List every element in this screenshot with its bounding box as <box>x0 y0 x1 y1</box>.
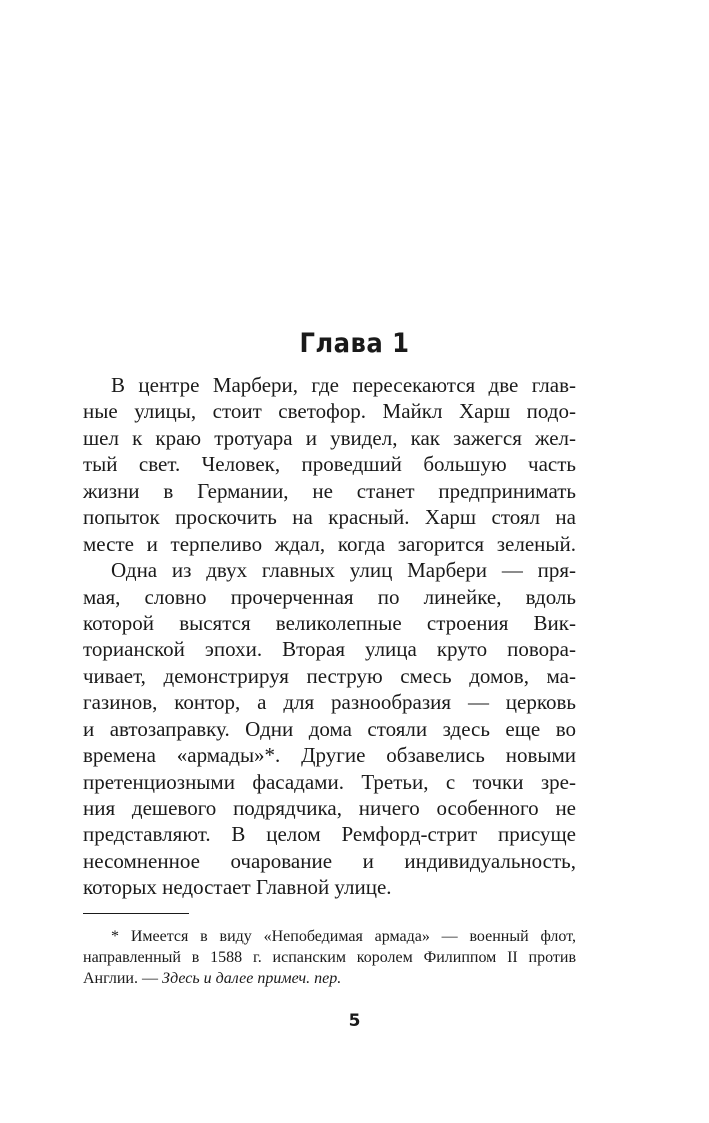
paragraph-2-line: газинов, контор, а для разнообразия — церковь <box>83 690 576 715</box>
paragraph-1-line: жизни в Германии, не станет предпринимать <box>83 478 576 503</box>
footnote-divider <box>83 913 189 914</box>
body-text <box>83 372 576 901</box>
paragraph-2-line: несомненное очарование и индивидуальность, <box>83 848 576 873</box>
paragraph-1-line: ные улицы, стоит светофор. Майкл Харш подо- <box>83 399 576 424</box>
paragraph-2-line: времена «армады»*. Другие обзавелись новыми <box>83 743 576 768</box>
paragraph-2-line: претенциозными фасадами. Третьи, с точки зре- <box>83 769 576 794</box>
paragraph-2-line: и автозаправку. Одни дома стояли здесь еще во <box>83 716 576 741</box>
chapter-title: Глава 1 <box>299 328 410 359</box>
paragraph-2-line: представляют. В целом Ремфорд-стрит присуще <box>83 822 576 847</box>
paragraph-1-line: шел к краю тротуара и увидел, как зажегся жел- <box>83 425 576 450</box>
page-number: 5 <box>348 1011 361 1031</box>
footnote-line: направленный в 1588 г. испанским королем Филиппом II против <box>83 949 576 966</box>
paragraph-1-line: В центре Марбери, где пересекаются две глав- <box>111 373 576 397</box>
footnote <box>83 926 576 989</box>
paragraph-2-line: чивает, демонстрируя пеструю смесь домов, ма- <box>83 663 576 688</box>
footnote-text: Англии. — <box>83 970 162 987</box>
paragraph-2-line: Одна из двух главных улиц Марбери — пря- <box>111 558 576 583</box>
footnote-translator-note: Здесь и далее примеч. пер. <box>161 970 342 987</box>
paragraph-2-line: ния дешевого подрядчика, ничего особенного не <box>83 796 576 820</box>
paragraph-2-line: мая, словно прочерченная по линейке, вдоль <box>83 584 576 609</box>
footnote-line <box>83 968 576 989</box>
paragraph-2-line: которой высятся великолепные строения Вик- <box>83 610 576 635</box>
paragraph-1-line: месте и терпеливо ждал, когда загорится зеленый. <box>83 531 576 556</box>
paragraph-1-line: попыток проскочить на красный. Харш стоял на <box>83 505 576 530</box>
paragraph-1-line: тый свет. Человек, проведший большую часть <box>83 452 576 477</box>
paragraph-2-line: торианской эпохи. Вторая улица круто повора- <box>83 637 576 662</box>
footnote-line: * Имеется в виду «Непобедимая армада» — военный флот, <box>111 928 576 945</box>
paragraph-2-line: которых недостает Главной улице. <box>83 875 392 900</box>
